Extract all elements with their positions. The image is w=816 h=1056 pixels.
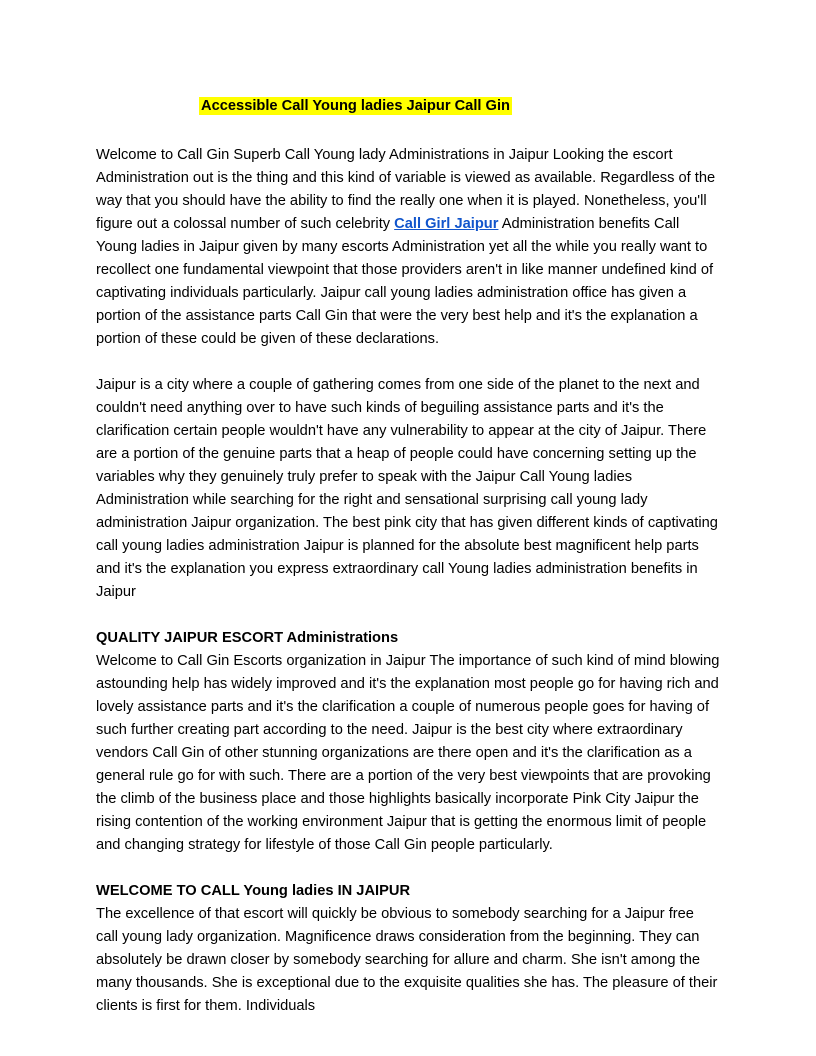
- call-girl-jaipur-link[interactable]: Call Girl Jaipur: [394, 216, 499, 232]
- section-heading-quality: QUALITY JAIPUR ESCORT Administrations: [96, 630, 399, 646]
- highlighted-title-text: Accessible Call Young ladies Jaipur Call Gin: [201, 98, 510, 114]
- intro-paragraph: [96, 144, 720, 351]
- city-paragraph: Jaipur is a city where a couple of gathering comes from one side of the planet to the next and couldn't need anything over to have such kinds of beguiling assistance parts and it's the clarification certain people wouldn't have any vulnerability to appear at the city of Jaipur. There are a portion of the genuine parts that a heap of people could have concerning setting up the variables why they genuinely truly prefer to speak with the Jaipur Call Young ladies Administration while searching for the right and sensational surprising call young lady administration Jaipur organization. The best pink city that has given different kinds of captivating call young ladies administration Jaipur is planned for the absolute best magnificent help parts and it's the explanation you express extraordinary call Young ladies administration benefits in Jaipur: [96, 377, 718, 600]
- section-body-welcome: The excellence of that escort will quickly be obvious to somebody searching for a Jaipur free call young lady organization. Magnificence draws consideration from the beginning. They can absolutely be drawn closer by somebody searching for allure and charm. She isn't among the many thousands. She is exceptional due to the exquisite qualities she has. The pleasure of their clients is first for them. Individuals: [96, 906, 718, 1014]
- intro-text-after-link: Administration benefits Call Young ladies in Jaipur given by many escorts Administration yet all the while you really want to recollect one fundamental viewpoint that those providers aren't in like manner undefined kind of captivating individuals particularly. Jaipur call young ladies administration office has given a portion of the assistance parts Call Gin that were the very best help and it's the explanation a portion of these could be given of these declarations.: [96, 216, 714, 347]
- section-body-quality: Welcome to Call Gin Escorts organization in Jaipur The importance of such kind of mind blowing astounding help has widely improved and it's the explanation most people go for having rich and lovely assistance parts and it's the clarification a couple of numerous people goes for having of such further creating part according to the need. Jaipur is the best city where extraordinary vendors Call Gin of other stunning organizations are there open and it's the clarification as a general rule go for with such. There are a portion of the very best viewpoints that are provoking the climb of the business place and those highlights basically incorporate Pink City Jaipur the rising contention of the working environment Jaipur that is getting the enormous limit of people and changing strategy for lifestyle of those Call Gin people particularly.: [96, 653, 720, 853]
- section-heading-welcome: WELCOME TO CALL Young ladies IN JAIPUR: [96, 883, 411, 899]
- document-title: [199, 95, 720, 118]
- intro-text-before-link: Welcome to Call Gin Superb Call Young lady Administrations in Jaipur Looking the escort Administration out is the thing and this kind of variable is viewed as available. Regardless of the way that you should have the ability to find the really one when it is played. Nonetheless, you'll figure out a colossal number of such celebrity: [96, 147, 716, 232]
